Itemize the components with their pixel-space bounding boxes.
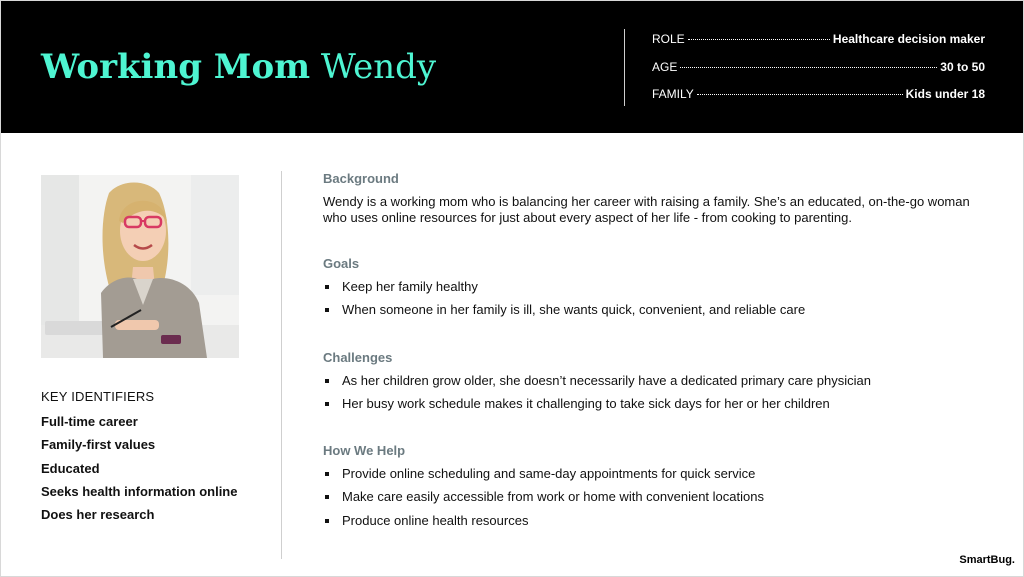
title-bold: Working Mom: [41, 47, 311, 87]
key-identifiers-heading: KEY IDENTIFIERS: [41, 389, 155, 404]
attribute-role: [652, 32, 985, 60]
section-challenges: [323, 350, 983, 420]
section-heading: Background: [323, 171, 399, 186]
section-list: [323, 279, 983, 326]
attribute-family: [652, 87, 985, 115]
section-list: [323, 373, 983, 420]
dot-leader: [697, 94, 903, 95]
list-item: When someone in her family is ill, she wants quick, convenient, and reliable care: [323, 302, 983, 325]
persona-photo: [41, 175, 239, 358]
attribute-key: ROLE: [652, 32, 685, 46]
attribute-value: 30 to 50: [940, 59, 985, 74]
attribute-value: Healthcare decision maker: [832, 32, 985, 46]
list-item: Seeks health information online: [41, 483, 238, 499]
list-item: Educated: [41, 460, 100, 476]
header-banner: [1, 1, 1023, 133]
header-divider: [624, 29, 625, 106]
persona-attributes: [652, 32, 985, 115]
section-goals: [323, 256, 983, 326]
list-item: Provide online scheduling and same-day appointments for quick service: [323, 466, 983, 489]
list-item: As her children grow older, she doesn’t necessarily have a dedicated primary care physician: [323, 373, 983, 396]
list-item: Keep her family healthy: [323, 279, 983, 302]
list-item: Make care easily accessible from work or home with convenient locations: [323, 489, 983, 512]
attribute-key: AGE: [652, 59, 678, 74]
section-heading: Challenges: [323, 349, 393, 365]
smartbug-logo: SmartBug.: [959, 554, 1015, 566]
dot-leader: [680, 67, 937, 68]
attribute-key: FAMILY: [652, 87, 694, 101]
list-item: Does her research: [41, 507, 155, 523]
persona-title: [41, 47, 436, 87]
list-item: Produce online health resources: [323, 513, 983, 536]
list-item: Her busy work schedule makes it challenging to take sick days for her or her children: [323, 396, 983, 419]
attribute-value: Kids under 18: [905, 87, 985, 101]
dot-leader: [688, 39, 830, 40]
list-item: Family-first values: [41, 437, 156, 453]
list-item: Full-time career: [41, 414, 138, 429]
section-text: Wendy is a working mom who is balancing her career with raising a family. She’s an educated, on-the-go woman who uses online resources for just about every aspect of her life - from cooking to parenting.: [323, 194, 970, 225]
section-heading: How We Help: [323, 443, 406, 459]
key-identifiers-list: [41, 414, 237, 530]
section-background: [323, 171, 983, 226]
title-light: Wendy: [320, 47, 437, 87]
persona-photo-illustration: [41, 175, 239, 358]
section-heading: Goals: [323, 256, 360, 271]
column-divider: [281, 171, 282, 559]
section-how-we-help: [323, 443, 983, 536]
persona-details: [323, 171, 983, 536]
section-list: [323, 466, 983, 536]
attribute-age: [652, 60, 985, 88]
